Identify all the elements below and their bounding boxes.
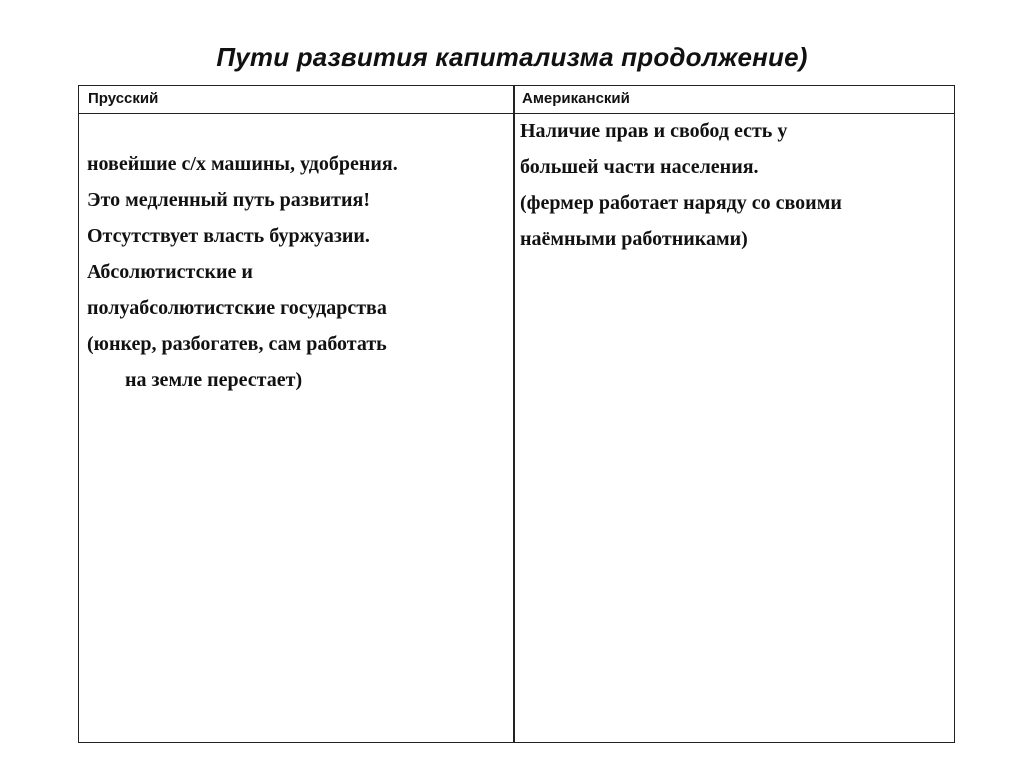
text-line: Абсолютистские и [87,261,253,283]
text-line: (фермер работает наряду со своими [520,192,842,214]
text-line: Отсутствует власть буржуазии. [87,225,370,247]
column-divider [513,86,515,742]
comparison-table [78,85,955,743]
text-line: большей части населения. [520,156,759,178]
cell-american [520,113,950,257]
text-line: Наличие прав и свобод есть у [520,120,788,142]
text-line: на земле перестает) [125,369,303,391]
text-line: (юнкер, разбогатев, сам работать [87,333,387,355]
header-prussian: Прусский [88,90,159,107]
text-line: полуабсолютистские государства [87,297,387,319]
page-title: Пути развития капитализма продолжение) [216,42,808,72]
cell-prussian [87,146,507,398]
text-line: наёмными работниками) [520,228,748,250]
table-header-row [79,86,954,114]
text-line: Это медленный путь развития! [87,189,370,211]
header-american: Американский [522,90,630,107]
text-line: новейшие с/х машины, удобрения. [87,153,398,175]
